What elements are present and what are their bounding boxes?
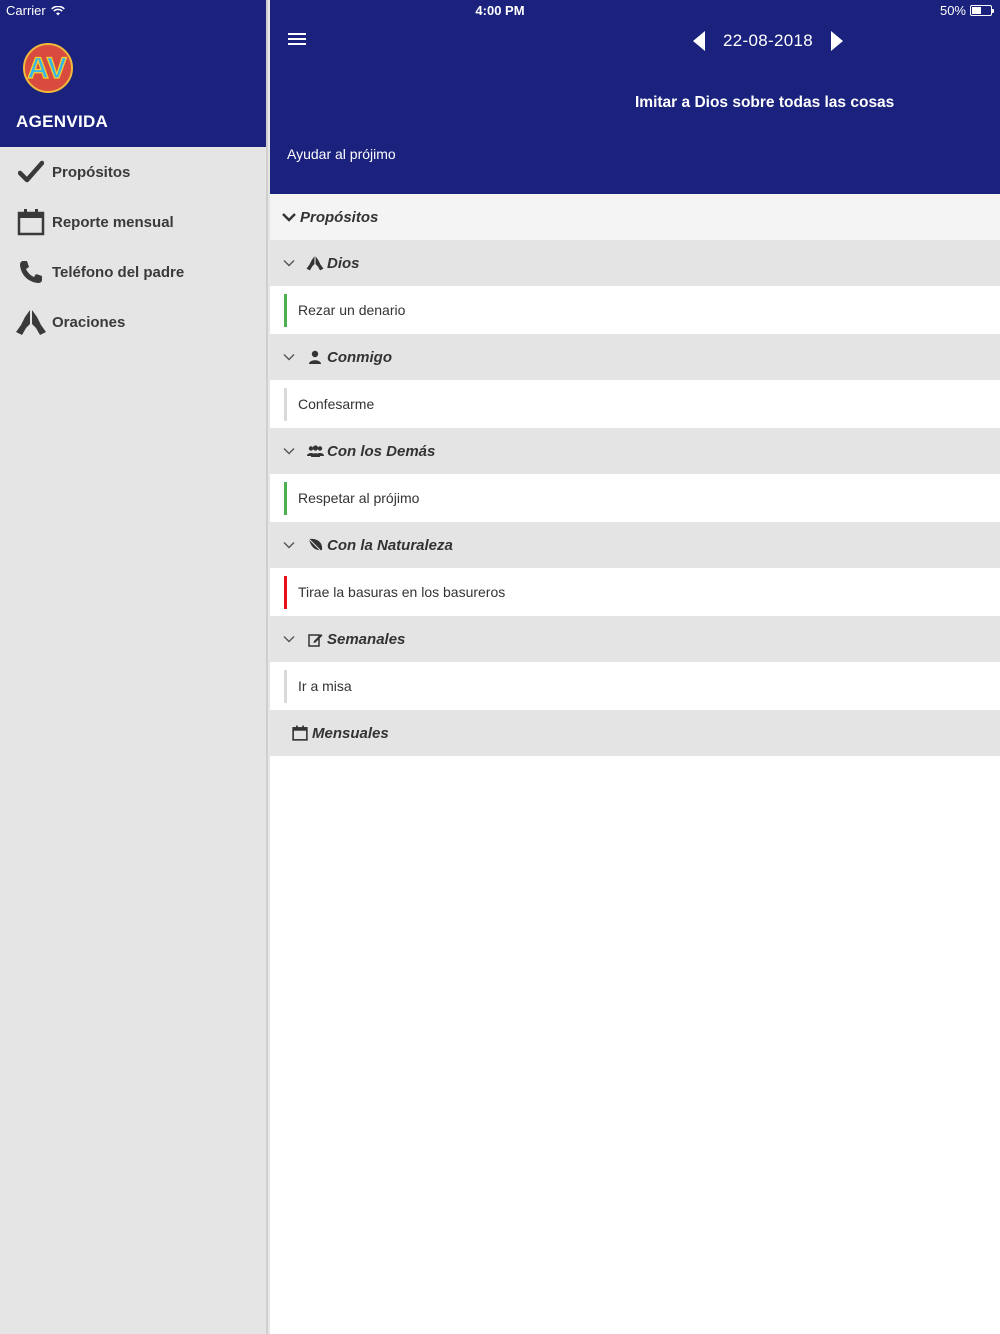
group-dios[interactable] (270, 240, 1000, 286)
main-header (270, 0, 1000, 194)
status-indicator (284, 482, 287, 515)
status-indicator (284, 576, 287, 609)
praying-hands-icon (306, 254, 324, 272)
item-text: Confesarme (298, 396, 375, 412)
previous-date-button[interactable] (689, 28, 709, 54)
item-text: Rezar un denario (298, 302, 406, 318)
list-item[interactable] (270, 662, 1000, 710)
sidebar-item-reporte-mensual[interactable] (0, 197, 266, 247)
calendar-icon (291, 724, 309, 742)
status-bar (0, 0, 1000, 20)
group-label: Con los Demás (327, 442, 436, 460)
status-time: 4:00 PM (475, 3, 525, 18)
group-con-la-naturaleza[interactable] (270, 522, 1000, 568)
status-indicator (284, 294, 287, 327)
battery-icon (970, 5, 992, 16)
caret-left-icon (693, 31, 705, 51)
edit-icon (306, 630, 324, 648)
section-mensuales[interactable] (270, 710, 1000, 756)
item-text: Respetar al prójimo (298, 490, 420, 506)
sidebar-item-label: Reporte mensual (52, 213, 174, 231)
main-content (270, 0, 1000, 1334)
sidebar-item-label: Propósitos (52, 163, 131, 181)
chevron-down-icon (282, 444, 296, 458)
chevron-down-icon (282, 210, 296, 224)
app-name: AGENVIDA (16, 112, 109, 131)
users-icon (306, 442, 324, 460)
list-item[interactable] (270, 474, 1000, 522)
caret-right-icon (831, 31, 843, 51)
list-item[interactable] (270, 286, 1000, 334)
group-label: Conmigo (327, 348, 392, 366)
current-date: 22-08-2018 (723, 31, 813, 50)
sidebar-menu (0, 147, 266, 347)
chevron-down-icon (282, 538, 296, 552)
group-label: Con la Naturaleza (327, 536, 453, 554)
phone-icon (14, 255, 48, 289)
battery-fill (972, 7, 981, 14)
group-label: Semanales (327, 630, 406, 648)
goal-title: Imitar a Dios sobre todas las cosas (635, 94, 895, 111)
chevron-down-icon (282, 632, 296, 646)
sidebar-item-oraciones[interactable] (0, 297, 266, 347)
battery-status (940, 3, 992, 18)
next-date-button[interactable] (827, 28, 847, 54)
goal-subtitle: Ayudar al prójimo (287, 146, 396, 162)
section-label: Mensuales (312, 724, 389, 742)
app-logo (22, 42, 74, 94)
date-navigator (270, 28, 1000, 54)
list-item[interactable] (270, 380, 1000, 428)
sidebar-item-label: Oraciones (52, 313, 126, 331)
check-icon (14, 155, 48, 189)
carrier-label: Carrier (6, 3, 46, 18)
group-conmigo[interactable] (270, 334, 1000, 380)
group-label: Dios (327, 254, 360, 272)
chevron-down-icon (282, 350, 296, 364)
list-item[interactable] (270, 568, 1000, 616)
section-propositos[interactable] (270, 194, 1000, 240)
leaf-icon (306, 536, 324, 554)
sidebar-item-label: Teléfono del padre (52, 263, 185, 281)
status-indicator (284, 388, 287, 421)
praying-hands-icon (14, 305, 48, 339)
sidebar-item-telefono-padre[interactable] (0, 247, 266, 297)
sidebar-item-propositos[interactable] (0, 147, 266, 197)
group-semanales[interactable] (270, 616, 1000, 662)
sidebar-header (0, 0, 266, 147)
group-con-los-demas[interactable] (270, 428, 1000, 474)
battery-percent: 50% (939, 3, 966, 18)
item-text: Tirae la basuras en los basureros (298, 584, 506, 600)
chevron-down-icon (282, 256, 296, 270)
user-icon (306, 348, 324, 366)
status-indicator (284, 670, 287, 703)
sidebar (0, 0, 268, 1334)
section-label: Propósitos (300, 208, 379, 226)
calendar-icon (14, 205, 48, 239)
logo-text: AV (27, 52, 67, 85)
item-text: Ir a misa (298, 678, 352, 694)
